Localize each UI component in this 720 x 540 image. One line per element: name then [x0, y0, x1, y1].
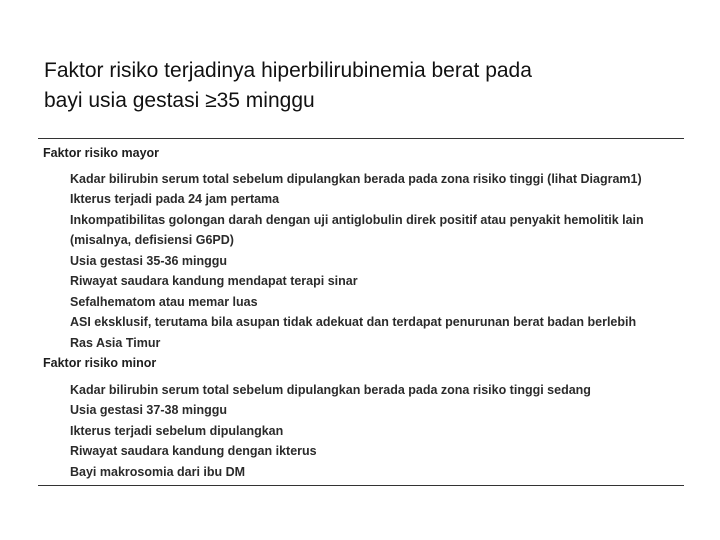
minor-risk-item: Riwayat saudara kandung dengan ikterus	[70, 444, 317, 458]
minor-risk-item: Kadar bilirubin serum total sebelum dipulangkan berada pada zona risiko tinggi sedang	[70, 382, 591, 397]
minor-risk-list	[38, 380, 684, 483]
slide-title-line-2: bayi usia gestasi ≥35 minggu	[44, 89, 315, 112]
major-risk-item: (misalnya, defisiensi G6PD)	[70, 233, 234, 247]
major-risk-item: Inkompatibilitas golongan darah dengan uji antiglobulin direk positif atau penyakit hemolitik lain	[70, 212, 644, 227]
major-risk-item: Ras Asia Timur	[70, 335, 161, 350]
major-risk-item: Usia gestasi 35-36 minggu	[70, 253, 228, 268]
major-risk-item: Kadar bilirubin serum total sebelum dipulangkan berada pada zona risiko tinggi (lihat Diagram1)	[70, 171, 642, 186]
minor-risk-item: Bayi makrosomia dari ibu DM	[70, 464, 246, 479]
major-risk-list	[38, 169, 684, 354]
minor-risk-heading: Faktor risiko minor	[43, 356, 157, 370]
major-risk-item: Riwayat saudara kandung mendapat terapi sinar	[70, 274, 358, 288]
major-risk-item: ASI eksklusif, terutama bila asupan tidak adekuat dan terdapat penurunan berat badan berlebih	[70, 315, 637, 329]
slide-title-line-1: Faktor risiko terjadinya hiperbilirubinemia berat pada	[44, 59, 532, 82]
minor-risk-item: Usia gestasi 37-38 minggu	[70, 403, 228, 417]
risk-factor-table	[38, 138, 684, 486]
major-risk-item: Ikterus terjadi pada 24 jam pertama	[70, 192, 280, 206]
minor-risk-item: Ikterus terjadi sebelum dipulangkan	[70, 423, 284, 438]
major-risk-heading: Faktor risiko mayor	[43, 146, 160, 160]
major-risk-item: Sefalhematom atau memar luas	[70, 294, 258, 309]
slide-title	[44, 56, 684, 116]
